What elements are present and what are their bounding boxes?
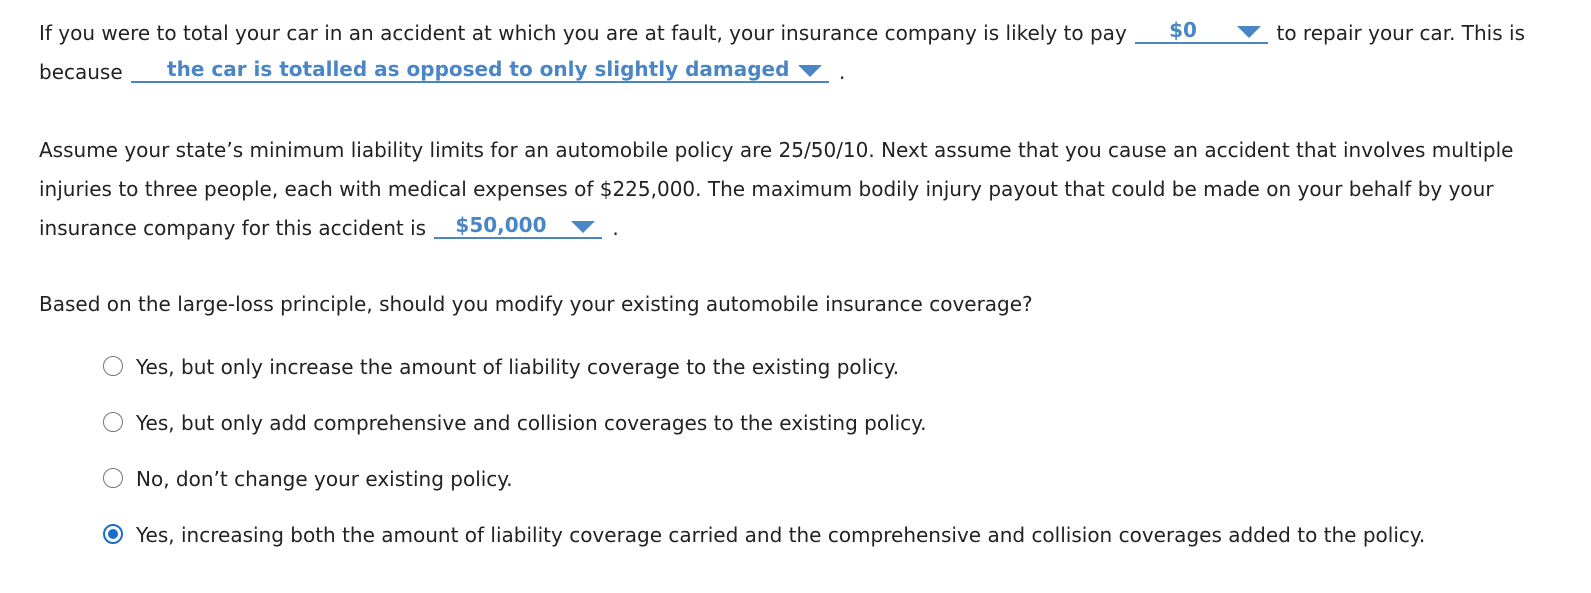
question-1-paragraph: [39, 14, 1551, 92]
option-label: Yes, but only increase the amount of liability coverage to the existing policy.: [136, 355, 900, 379]
question-2-paragraph: [39, 131, 1551, 248]
question-1-text-c: because: [39, 60, 123, 84]
reason-dropdown[interactable]: [131, 57, 829, 83]
payout-value: $50,000: [455, 213, 547, 237]
question-1-text-a: If you were to total your car in an accident at which you are at fault, your insurance company is likely to pay: [39, 21, 1127, 45]
option-label: Yes, but only add comprehensive and collision coverages to the existing policy.: [136, 411, 927, 435]
question-1-text-b: to repair your car. This is: [1276, 21, 1525, 45]
question-2-period: .: [612, 216, 619, 240]
chevron-down-icon: [798, 65, 822, 77]
radio-button[interactable]: [103, 468, 123, 488]
chevron-down-icon: [571, 221, 595, 233]
chevron-down-icon: [1237, 26, 1261, 38]
reason-value: the car is totalled as opposed to only slightly damaged: [167, 57, 790, 81]
repair-amount-dropdown[interactable]: [1135, 18, 1268, 44]
payout-dropdown[interactable]: [434, 213, 602, 239]
option-label: No, don’t change your existing policy.: [136, 467, 513, 491]
radio-button[interactable]: [103, 356, 123, 376]
question-1-period: .: [839, 60, 846, 84]
repair-amount-value: $0: [1169, 18, 1197, 42]
question-3-prompt: Based on the large-loss principle, should you modify your existing automobile insurance coverage?: [39, 292, 1033, 316]
question-2-text: Assume your state’s minimum liability limits for an automobile policy are 25/50/10. Next assume that you cause an accident that involves multiple injuries to three people, each with medical expenses of $225,000. The maximum bodily injury payout that could be made on your behalf by your insurance company for this accident is: [39, 138, 1514, 240]
radio-button[interactable]: [103, 412, 123, 432]
option-label: Yes, increasing both the amount of liability coverage carried and the comprehensive and collision coverages added to the policy.: [136, 523, 1426, 547]
radio-button[interactable]: [103, 524, 123, 544]
